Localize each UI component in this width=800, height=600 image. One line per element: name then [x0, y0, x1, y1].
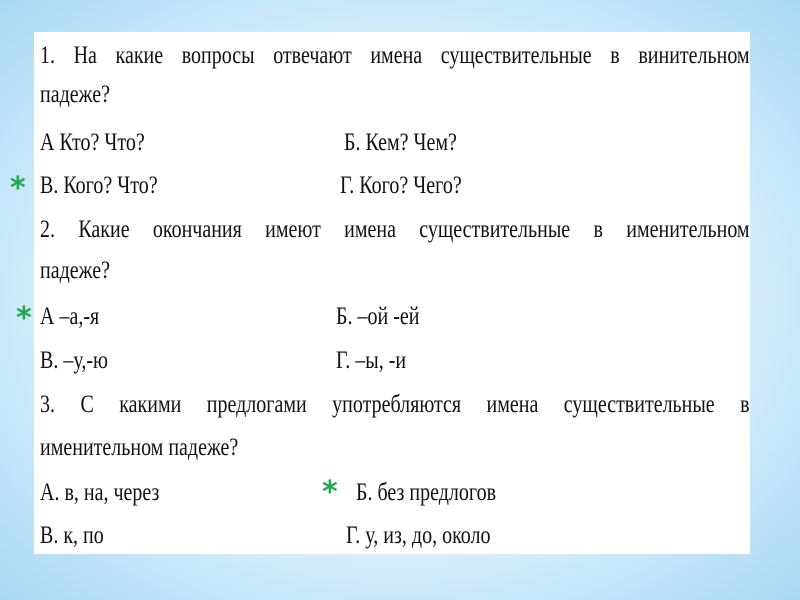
answer-1-b: Б. Кем? Чем? — [344, 129, 457, 156]
answer-1-g: Г. Кого? Чего? — [340, 172, 462, 199]
answer-3-v: В. к, по — [40, 522, 104, 549]
answer-3-b: Б. без предлогов — [356, 479, 497, 506]
answer-2-b: Б. –ой -ей — [336, 303, 420, 330]
correct-answer-star-icon: * — [10, 171, 26, 206]
question-1-text: 1. На какие вопросы отвечают имена существительные в винительном — [40, 42, 750, 69]
correct-answer-star-icon: * — [16, 301, 32, 336]
answer-2-g: Г. –ы, -и — [336, 347, 407, 374]
answer-3-g: Г. у, из, до, около — [346, 522, 491, 549]
correct-answer-star-icon: * — [322, 475, 338, 510]
question-1-text-cont: падеже? — [40, 81, 110, 108]
quiz-slide — [34, 32, 750, 554]
answer-1-v: В. Кого? Что? — [40, 172, 158, 199]
answer-3-a: А. в, на, через — [40, 479, 160, 506]
answer-2-a: А –а,-я — [40, 303, 100, 330]
question-3-text: 3. С какими предлогами употребляются имена существительные в — [40, 391, 750, 418]
question-3-text-cont: именительном падеже? — [40, 434, 239, 461]
question-2-text: 2. Какие окончания имеют имена существительные в именительном — [40, 216, 750, 243]
answer-2-v: В. –у,-ю — [40, 347, 108, 374]
answer-1-a: А Кто? Что? — [40, 129, 145, 156]
question-2-text-cont: падеже? — [40, 257, 110, 284]
